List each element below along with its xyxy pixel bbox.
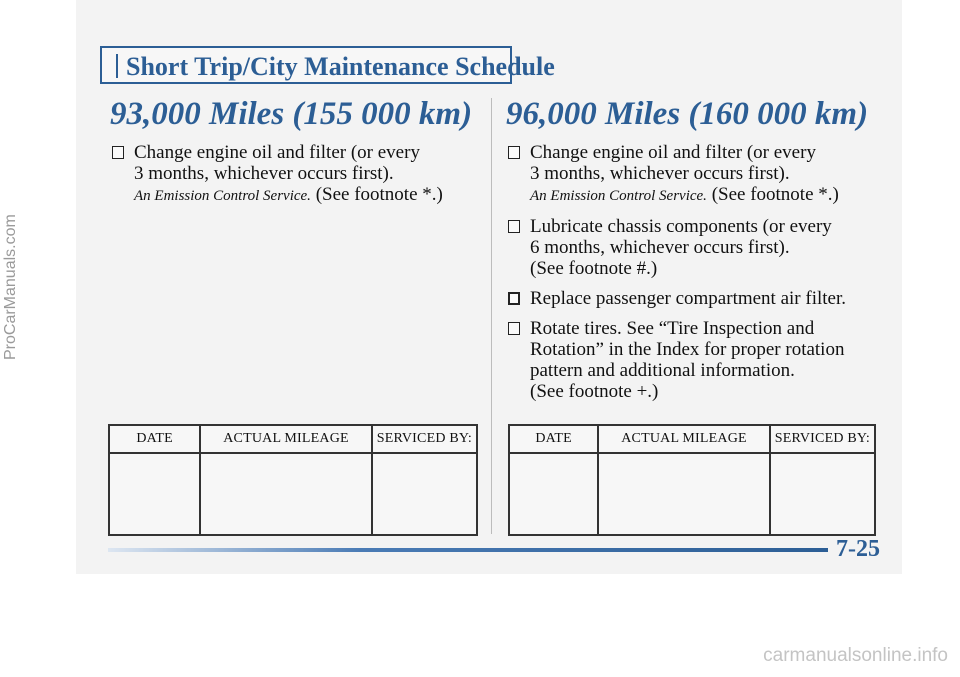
item-line: Change engine oil and filter (or every [530,142,816,163]
item-line: Change engine oil and filter (or every [134,142,420,163]
table-header-row [109,425,477,453]
note-plain: (See footnote *.) [711,184,839,205]
serviced-by-cell[interactable] [372,453,477,535]
item-note [530,184,882,207]
section-header [100,46,555,84]
service-item [506,318,882,402]
checkbox-icon[interactable] [508,292,520,305]
item-line: 3 months, whichever occurs first). [134,163,394,184]
service-item [110,142,484,207]
item-line: Rotation” in the Index for proper rotation [530,339,845,360]
item-line: 6 months, whichever occurs first). [530,237,790,258]
serviced-by-header: SERVICED BY: [372,425,477,453]
left-service-log-table [108,424,478,536]
footer-rule [108,548,828,552]
header-accent-bar [116,54,118,78]
note-plain: (See footnote *.) [315,184,443,205]
section-title: Short Trip/City Maintenance Schedule [126,52,555,81]
table-row [509,453,875,535]
item-line: (See footnote +.) [530,381,659,402]
service-item [506,142,882,207]
service-item [506,216,882,279]
date-cell[interactable] [509,453,598,535]
date-header: DATE [109,425,200,453]
date-cell[interactable] [109,453,200,535]
item-line: Rotate tires. See “Tire Inspection and [530,318,815,339]
item-note [134,184,484,207]
item-line: (See footnote #.) [530,258,658,279]
actual-mileage-header: ACTUAL MILEAGE [598,425,769,453]
left-column [110,96,484,216]
table-row [109,453,477,535]
table-header-row [509,425,875,453]
column-divider [491,98,492,534]
left-mileage-heading: 93,000 Miles (155 000 km) [110,96,473,132]
right-service-log-table [508,424,876,536]
checkbox-icon[interactable] [112,146,124,159]
note-italic: An Emission Control Service. [134,188,311,204]
note-italic: An Emission Control Service. [530,188,707,204]
service-item [506,288,882,309]
left-service-list [110,142,484,207]
mileage-cell[interactable] [200,453,371,535]
page-number: 7-25 [836,536,880,562]
checkbox-icon[interactable] [508,220,520,233]
mileage-cell[interactable] [598,453,769,535]
item-line: Replace passenger compartment air filter. [530,288,847,309]
right-service-list [506,142,882,402]
bottom-watermark: carmanualsonline.info [763,645,948,666]
item-line: 3 months, whichever occurs first). [530,163,790,184]
serviced-by-header: SERVICED BY: [770,425,875,453]
date-header: DATE [509,425,598,453]
checkbox-icon[interactable] [508,322,520,335]
item-line: pattern and additional information. [530,360,795,381]
right-column [506,96,882,411]
right-mileage-heading: 96,000 Miles (160 000 km) [506,96,869,132]
side-watermark-text: ProCarManuals.com [2,214,19,360]
actual-mileage-header: ACTUAL MILEAGE [200,425,371,453]
item-line: Lubricate chassis components (or every [530,216,832,237]
checkbox-icon[interactable] [508,146,520,159]
serviced-by-cell[interactable] [770,453,875,535]
side-watermark [0,0,26,677]
